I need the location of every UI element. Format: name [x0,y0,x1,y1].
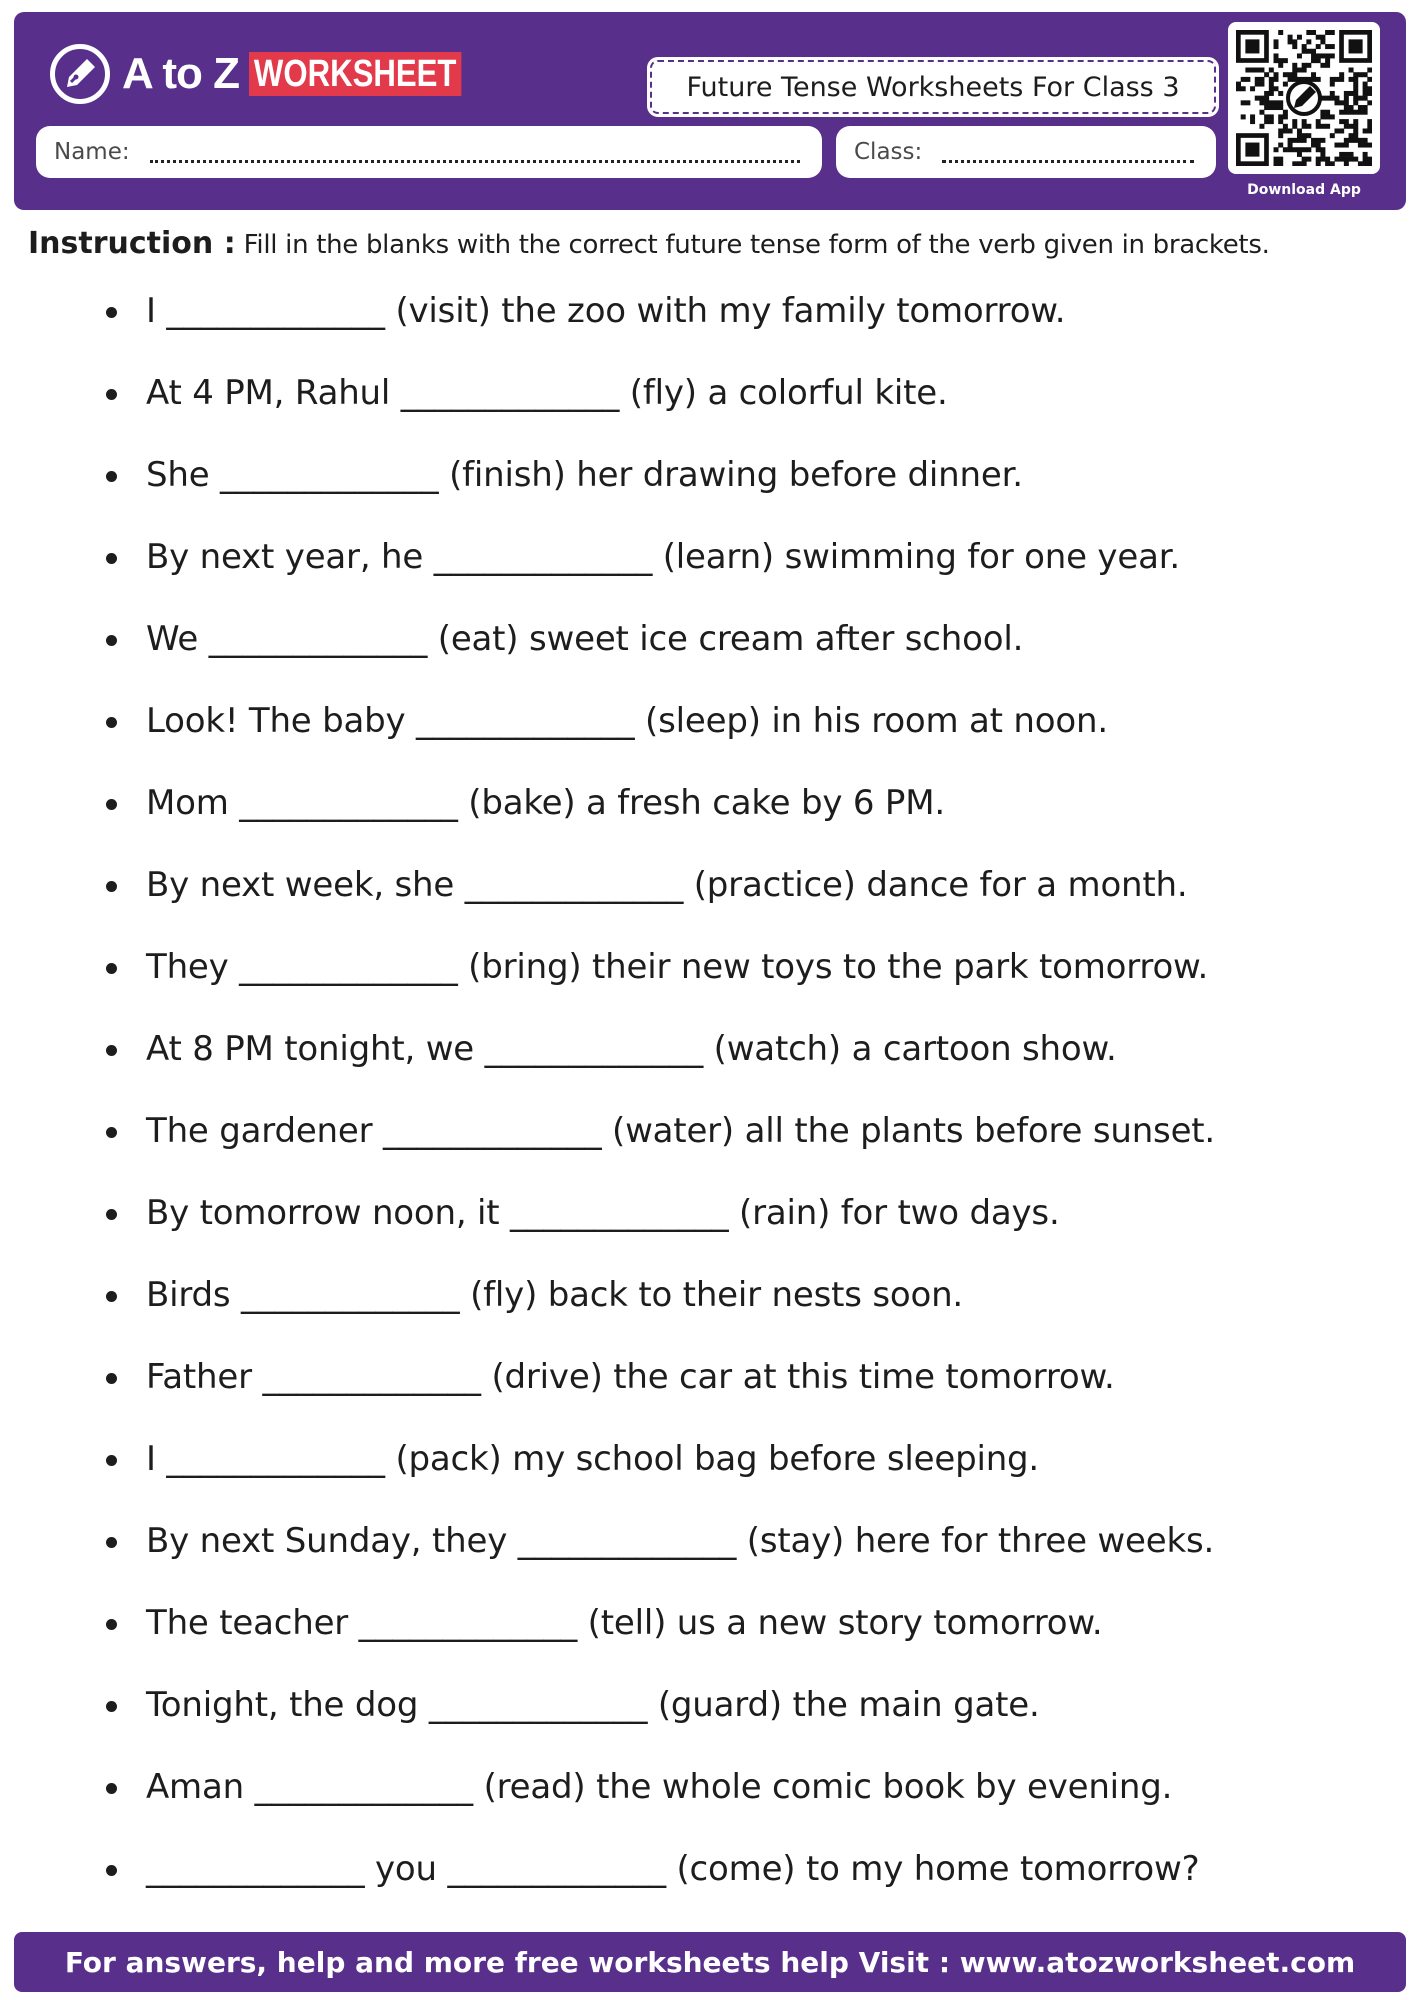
brand-tag: WORKSHEET [249,52,461,96]
pen-nib-circle-icon [50,44,110,104]
bullet-icon [100,368,146,418]
bullet-icon [100,1188,146,1238]
worksheet-header [14,12,1406,210]
bullet-icon [100,450,146,500]
instruction-text: Fill in the blanks with the correct future tense form of the verb given in brackets. [235,230,1270,260]
qr-code-icon[interactable] [1228,22,1380,174]
question-item [100,778,1380,860]
brand-logo[interactable] [50,44,508,104]
bullet-icon [100,1352,146,1402]
question-item [100,1680,1380,1762]
name-label: Name: [54,139,130,165]
bullet-icon [100,1680,146,1730]
brand-name: A to Z [122,49,239,98]
footer-banner [14,1932,1406,1992]
bullet-icon [100,860,146,910]
question-text[interactable]: Mom _____________ (bake) a fresh cake by 6 PM. [146,783,945,823]
question-text[interactable]: _____________ you _____________ (come) to my home tomorrow? [146,1849,1200,1889]
question-text[interactable]: I _____________ (pack) my school bag before sleeping. [146,1439,1040,1479]
question-item [100,1270,1380,1352]
question-item [100,1434,1380,1516]
question-text[interactable]: We _____________ (eat) sweet ice cream after school. [146,619,1024,659]
bullet-icon [100,532,146,582]
worksheet-title-text: Future Tense Worksheets For Class 3 [686,71,1180,103]
question-text[interactable]: Look! The baby _____________ (sleep) in his room at noon. [146,701,1108,741]
footer-text[interactable]: For answers, help and more free worksheets help Visit : www.atozworksheet.com [64,1945,1356,1979]
bullet-icon [100,1434,146,1484]
question-text[interactable]: By next Sunday, they _____________ (stay) here for three weeks. [146,1521,1215,1561]
question-text[interactable]: Birds _____________ (fly) back to their nests soon. [146,1275,964,1315]
question-item [100,1024,1380,1106]
question-item [100,1106,1380,1188]
bullet-icon [100,1270,146,1320]
question-text[interactable]: By next week, she _____________ (practice) dance for a month. [146,865,1188,905]
question-text[interactable]: She _____________ (finish) her drawing before dinner. [146,455,1023,495]
question-text[interactable]: Tonight, the dog _____________ (guard) the main gate. [146,1685,1040,1725]
question-text[interactable]: At 4 PM, Rahul _____________ (fly) a colorful kite. [146,373,948,413]
class-dotted-line [942,142,1194,163]
question-item [100,1762,1380,1844]
question-item [100,532,1380,614]
question-text[interactable]: Aman _____________ (read) the whole comic book by evening. [146,1767,1173,1807]
question-item [100,286,1380,368]
question-text[interactable]: By tomorrow noon, it _____________ (rain) for two days. [146,1193,1060,1233]
question-text[interactable]: Father _____________ (drive) the car at this time tomorrow. [146,1357,1115,1397]
bullet-icon [100,1106,146,1156]
question-text[interactable]: The gardener _____________ (water) all the plants before sunset. [146,1111,1216,1151]
question-item [100,1188,1380,1270]
instruction-label: Instruction : [28,226,236,261]
bullet-icon [100,1024,146,1074]
instruction [28,226,1398,261]
bullet-icon [100,614,146,664]
question-text[interactable]: At 8 PM tonight, we _____________ (watch) a cartoon show. [146,1029,1117,1069]
question-item [100,1844,1380,1926]
question-text[interactable]: I _____________ (visit) the zoo with my family tomorrow. [146,291,1066,331]
bullet-icon [100,778,146,828]
question-item [100,614,1380,696]
question-item [100,1352,1380,1434]
question-item [100,1598,1380,1680]
download-app-caption[interactable]: Download App [1247,182,1361,198]
question-text[interactable]: By next year, he _____________ (learn) swimming for one year. [146,537,1180,577]
class-label: Class: [854,139,923,165]
question-text[interactable]: The teacher _____________ (tell) us a new story tomorrow. [146,1603,1103,1643]
question-item [100,696,1380,778]
question-text[interactable]: They _____________ (bring) their new toys to the park tomorrow. [146,947,1209,987]
name-field[interactable] [36,126,822,178]
name-dotted-line [150,142,800,163]
class-field[interactable] [836,126,1216,178]
bullet-icon [100,1516,146,1566]
bullet-icon [100,1762,146,1812]
bullet-icon [100,1598,146,1648]
question-item [100,450,1380,532]
bullet-icon [100,1844,146,1894]
bullet-icon [100,942,146,992]
bullet-icon [100,696,146,746]
question-item [100,942,1380,1024]
question-list [100,286,1380,1926]
question-item [100,1516,1380,1598]
question-item [100,860,1380,942]
bullet-icon [100,286,146,336]
worksheet-title [650,60,1216,114]
question-item [100,368,1380,450]
